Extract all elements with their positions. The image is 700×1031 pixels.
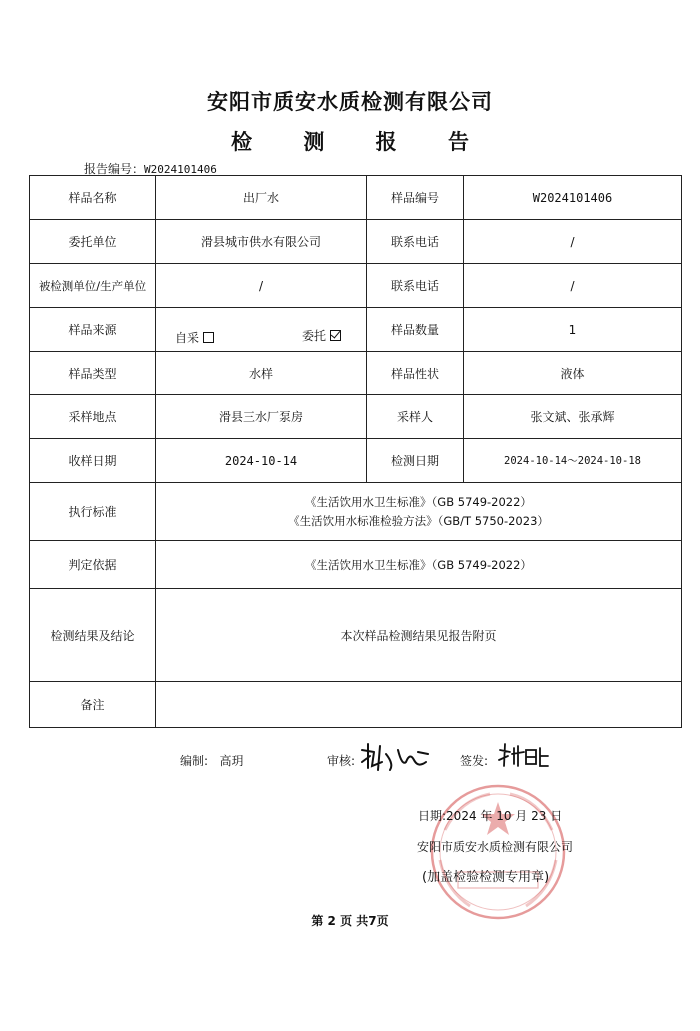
source-label: 样品来源: [30, 308, 156, 352]
type-value: 水样: [156, 352, 367, 395]
basis-value: 《生活饮用水卫生标准》（GB 5749-2022）: [156, 541, 682, 589]
phone-value: /: [464, 220, 682, 264]
remark-value: [156, 682, 682, 728]
sample-name-label: 样品名称: [30, 176, 156, 220]
table-row: [30, 176, 682, 220]
table-row: [30, 541, 682, 589]
client-value: 滑县城市供水有限公司: [156, 220, 367, 264]
source-self-label: 自采: [175, 331, 200, 345]
editor-signature: [180, 752, 244, 769]
quantity-value: 1: [464, 308, 682, 352]
approver-label: 签发:: [460, 754, 489, 768]
receive-date-value: 2024-10-14: [156, 439, 367, 483]
source-self-checkbox-icon: [203, 332, 214, 343]
report-number-label: 报告编号：: [84, 162, 145, 176]
test-date-value: 2024-10-14～2024-10-18: [464, 439, 682, 483]
report-info-table: [29, 175, 682, 728]
approver-handwritten-signature: [496, 742, 552, 770]
table-row: [30, 220, 682, 264]
type-label: 样品类型: [30, 352, 156, 395]
sample-no-label: 样品编号: [367, 176, 464, 220]
table-row: [30, 439, 682, 483]
sample-name-value: 出厂水: [156, 176, 367, 220]
report-number-value: W2024101406: [144, 163, 217, 176]
sample-no-value: W2024101406: [464, 176, 682, 220]
issue-date-label: 日期:: [418, 809, 447, 823]
producer-value: /: [156, 264, 367, 308]
table-row: [30, 483, 682, 541]
character-value: 液体: [464, 352, 682, 395]
reviewer-signature: [327, 752, 355, 769]
source-entrust-option: [302, 327, 341, 344]
source-entrust-checkbox-checked-icon: [330, 330, 341, 341]
test-date-label: 检测日期: [367, 439, 464, 483]
approver-signature: [460, 752, 488, 769]
remark-label: 备注: [30, 682, 156, 728]
standard-line-2: 《生活饮用水标准检验方法》（GB/T 5750-2023）: [288, 513, 549, 528]
editor-label: 编制:: [180, 754, 209, 768]
phone-value: /: [464, 264, 682, 308]
page-number: 第 2 页 共7页: [311, 914, 389, 928]
receive-date-label: 收样日期: [30, 439, 156, 483]
report-title: 检 测 报 告: [231, 129, 491, 154]
quantity-label: 样品数量: [367, 308, 464, 352]
source-self-option: [175, 329, 214, 346]
producer-label: 被检测单位/生产单位: [30, 264, 156, 308]
location-value: 滑县三水厂泵房: [156, 395, 367, 439]
phone-label: 联系电话: [367, 220, 464, 264]
sampler-label: 采样人: [367, 395, 464, 439]
source-options: [156, 308, 367, 352]
org-title: 安阳市质安水质检测有限公司: [207, 89, 493, 114]
character-label: 样品性状: [367, 352, 464, 395]
table-row: [30, 352, 682, 395]
issue-date: [418, 807, 562, 824]
stamp-note: (加盖检验检测专用章): [422, 870, 550, 885]
standard-value: [156, 483, 682, 541]
table-row: [30, 308, 682, 352]
location-label: 采样地点: [30, 395, 156, 439]
client-label: 委托单位: [30, 220, 156, 264]
basis-label: 判定依据: [30, 541, 156, 589]
table-row: [30, 682, 682, 728]
footer-org: 安阳市质安水质检测有限公司: [417, 840, 574, 854]
standard-label: 执行标准: [30, 483, 156, 541]
reviewer-handwritten-signature: [358, 740, 433, 774]
phone-label: 联系电话: [367, 264, 464, 308]
standard-line-1: 《生活饮用水卫生标准》（GB 5749-2022）: [305, 494, 532, 509]
reviewer-label: 审核:: [327, 754, 356, 768]
table-row: [30, 264, 682, 308]
editor-name: 高玥: [219, 754, 244, 768]
result-value: 本次样品检测结果见报告附页: [156, 589, 682, 682]
issue-date-value: 2024 年 10 月 23 日: [446, 809, 563, 823]
table-row: [30, 589, 682, 682]
table-row: [30, 395, 682, 439]
source-entrust-label: 委托: [302, 329, 327, 343]
result-label: 检测结果及结论: [30, 589, 156, 682]
sampler-value: 张文斌、张承辉: [464, 395, 682, 439]
